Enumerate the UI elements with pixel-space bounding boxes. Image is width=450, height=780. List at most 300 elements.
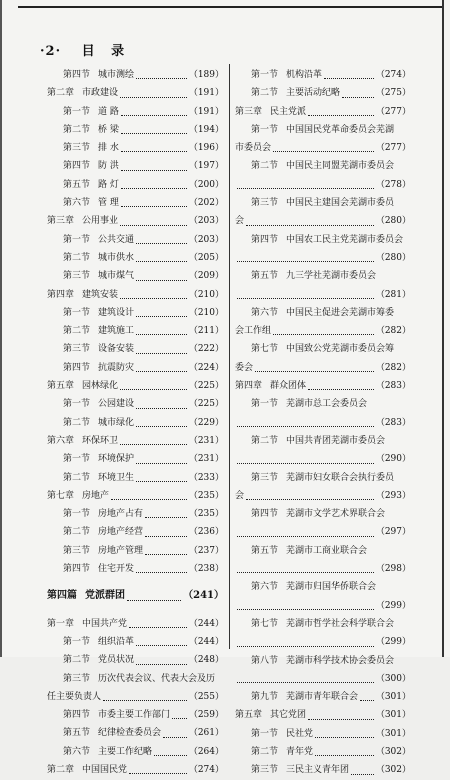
toc-page-number: （200） (188, 179, 224, 190)
toc-page-number: （283） (375, 417, 411, 428)
toc-entry-text (47, 194, 119, 212)
toc-entry-text (47, 322, 134, 340)
toc-entry[interactable] (235, 66, 411, 84)
toc-entry[interactable] (235, 542, 411, 560)
toc-entry-title: 住宅开发 (98, 564, 135, 575)
toc-entry-label: 第六节 (251, 582, 279, 593)
toc-leader-dots (237, 670, 374, 683)
toc-entry-continuation[interactable] (235, 450, 411, 468)
toc-entry-continuation[interactable] (235, 487, 411, 505)
toc-leader-dots (136, 304, 187, 317)
toc-entry-title: 其它党团 (270, 710, 307, 721)
toc-entry[interactable] (47, 523, 224, 541)
toc-entry[interactable] (47, 322, 224, 340)
toc-page-number: （233） (188, 472, 224, 483)
page-right-edge (442, 0, 444, 657)
toc-entry-label: 第二章 (47, 764, 75, 775)
toc-leader-dots (121, 121, 187, 134)
toc-entry-text (235, 84, 340, 102)
page-number: ·2· (40, 44, 62, 59)
toc-entry-label: 第一节 (63, 454, 91, 465)
toc-entry-title: 建筑设计 (98, 307, 135, 318)
toc-page-number: （244） (188, 618, 224, 629)
toc-entry[interactable] (235, 267, 411, 285)
toc-entry-label: 第一节 (63, 307, 91, 318)
toc-entry-label: 第七章 (47, 490, 75, 501)
toc-entry-continuation[interactable] (235, 597, 411, 615)
toc-entry[interactable] (47, 542, 224, 560)
toc-entry-title: 环境卫生 (98, 472, 135, 483)
toc-entry-label: 第二节 (251, 435, 279, 446)
toc-page-number: （229） (188, 417, 224, 428)
toc-entry[interactable] (235, 194, 411, 212)
toc-leader-dots (237, 414, 374, 427)
toc-entry[interactable] (47, 212, 224, 230)
toc-entry-label: 第五章 (235, 710, 263, 721)
toc-entry[interactable] (47, 450, 224, 468)
toc-entry-title: 城市绿化 (98, 417, 135, 428)
toc-page-number: （241） (183, 590, 224, 602)
toc-entry[interactable] (235, 725, 411, 743)
toc-entry[interactable] (47, 560, 224, 578)
toc-entry-text (235, 231, 403, 249)
toc-entry-title: 公园建设 (98, 399, 135, 410)
toc-entry-label: 第二节 (63, 252, 91, 263)
toc-entry[interactable] (235, 103, 411, 121)
toc-leader-dots (136, 340, 187, 353)
toc-entry-text (47, 121, 119, 139)
toc-entry-text (235, 578, 376, 596)
toc-entry-text (235, 267, 376, 285)
toc-entry[interactable] (47, 267, 224, 285)
toc-entry-title: 市委员会 (235, 143, 272, 154)
toc-leader-dots (129, 615, 187, 628)
toc-page-number: （231） (188, 435, 224, 446)
toc-entry-title: 党员状况 (98, 655, 135, 666)
toc-leader-dots (136, 651, 187, 664)
toc-page-number: （300） (375, 673, 411, 684)
toc-entry-label: 第二节 (63, 326, 91, 337)
toc-page-number: （301） (375, 692, 411, 703)
toc-page-number: （298） (375, 564, 411, 575)
toc-entry-label: 第二节 (63, 655, 91, 666)
toc-entry-text (47, 157, 119, 175)
toc-entry-title: 抗震防灾 (98, 362, 135, 373)
toc-entry[interactable] (47, 615, 224, 633)
toc-entry-text (235, 652, 394, 670)
toc-entry-label: 第三节 (63, 271, 91, 282)
toc-entry-label: 第三节 (63, 143, 91, 154)
toc-leader-dots (120, 84, 187, 97)
toc-entry-label: 第一章 (47, 618, 75, 629)
toc-entry-title: 中国民主建国会芜湖市委员 (286, 198, 395, 209)
toc-entry-text (47, 505, 143, 523)
toc-page-number: （283） (375, 381, 411, 392)
toc-entry[interactable] (47, 176, 224, 194)
toc-entry-text (47, 450, 134, 468)
toc-entry[interactable] (47, 304, 224, 322)
toc-entry-text (47, 542, 143, 560)
toc-entry-title: 房地产 (82, 490, 110, 501)
toc-entry-text (47, 414, 134, 432)
toc-entry-title: 历次代表会议、代表大会及历 (98, 673, 216, 684)
toc-entry-text (235, 103, 306, 121)
toc-entry-text (235, 688, 358, 706)
toc-entry-title: 房地产占有 (98, 509, 144, 520)
toc-entry-title: 九三学社芜湖市委员会 (286, 271, 377, 282)
toc-entry-label: 第四节 (251, 509, 279, 520)
toc-entry-text (235, 212, 244, 230)
toc-entry-title: 三民主义青年团 (286, 765, 350, 776)
toc-leader-dots (342, 84, 374, 97)
toc-entry-continuation[interactable] (235, 322, 411, 340)
toc-page-number: （191） (188, 88, 224, 99)
toc-entry-text (47, 523, 143, 541)
toc-entry-label: 第六章 (47, 435, 75, 446)
toc-entry[interactable] (47, 670, 224, 688)
toc-leader-dots (246, 487, 374, 500)
toc-right-column (235, 66, 411, 780)
toc-entry-text (47, 377, 118, 395)
toc-entry-label: 第四节 (251, 234, 279, 245)
page-top-edge (18, 6, 442, 8)
toc-entry-label: 第四节 (63, 362, 91, 373)
toc-page-number: （197） (188, 161, 224, 172)
toc-entry-label: 第二节 (63, 417, 91, 428)
toc-leader-dots (237, 523, 374, 536)
toc-page-number: （290） (375, 454, 411, 465)
toc-entry-label: 第五节 (63, 179, 91, 190)
toc-leader-dots (136, 414, 187, 427)
toc-entry-label: 第九节 (251, 692, 279, 703)
toc-entry[interactable] (47, 487, 224, 505)
toc-entry-continuation[interactable] (47, 688, 224, 706)
toc-page-number: （203） (188, 216, 224, 227)
toc-leader-dots (163, 724, 187, 737)
toc-entry-label: 第六节 (63, 198, 91, 209)
toc-entry-text (47, 615, 127, 633)
toc-entry-text (47, 359, 134, 377)
toc-entry-title: 防 洪 (98, 161, 119, 172)
toc-entry-title: 委会 (235, 362, 254, 373)
toc-entry[interactable] (47, 231, 224, 249)
toc-entry[interactable] (47, 633, 224, 651)
toc-page-number: （293） (375, 490, 411, 501)
toc-leader-dots (255, 359, 374, 372)
toc-entry-text (235, 304, 394, 322)
toc-page-number: （299） (375, 600, 411, 611)
toc-entry-title: 管 理 (98, 198, 119, 209)
toc-entry-label: 第六节 (251, 307, 279, 318)
toc-entry-label: 第一节 (63, 106, 91, 117)
toc-entry[interactable] (47, 505, 224, 523)
toc-entry[interactable] (235, 84, 411, 102)
toc-entry-label: 第七节 (251, 344, 279, 355)
toc-entry-label: 第八节 (251, 655, 279, 666)
toc-leader-dots (315, 743, 374, 756)
toc-entry-label: 第三章 (47, 216, 75, 227)
toc-entry-continuation[interactable] (235, 212, 411, 230)
toc-entry-text (235, 505, 385, 523)
toc-entry-title: 桥 梁 (98, 124, 119, 135)
toc-entry[interactable] (47, 761, 224, 779)
toc-entry[interactable] (47, 432, 224, 450)
toc-entry-label: 第四章 (47, 289, 75, 300)
toc-spacer (47, 606, 224, 615)
toc-entry-label: 第三章 (235, 106, 263, 117)
toc-page-number: （255） (188, 691, 224, 702)
toc-entry[interactable] (47, 340, 224, 358)
toc-page-number: （278） (375, 179, 411, 190)
toc-entry-text (235, 469, 394, 487)
toc-entry-text (47, 706, 170, 724)
toc-entry-text (235, 743, 313, 761)
toc-entry[interactable] (47, 651, 224, 669)
toc-entry[interactable] (235, 121, 411, 139)
toc-entry-continuation[interactable] (235, 249, 411, 267)
toc-entry-title: 建筑安装 (82, 289, 119, 300)
toc-entry-continuation[interactable] (235, 359, 411, 377)
toc-entry-title: 主要工作纪略 (98, 746, 153, 757)
toc-leader-dots (360, 688, 374, 701)
toc-entry-title: 纪律检查委员会 (98, 728, 162, 739)
toc-entry-label: 第六节 (63, 746, 91, 757)
toc-leader-dots (136, 469, 187, 482)
toc-entry-title: 中国民主促进会芜湖市筹委 (286, 307, 395, 318)
toc-entry-text (47, 286, 118, 304)
toc-entry-label: 第二章 (47, 88, 75, 99)
toc-entry[interactable] (47, 469, 224, 487)
toc-left-column (47, 66, 224, 779)
toc-entry[interactable] (47, 743, 224, 761)
toc-entry-text (47, 469, 134, 487)
toc-entry-text (47, 587, 125, 605)
toc-entry-continuation[interactable] (235, 560, 411, 578)
toc-leader-dots (136, 249, 187, 262)
toc-entry[interactable] (47, 249, 224, 267)
toc-entry-label: 第二节 (63, 472, 91, 483)
toc-entry-title: 芜湖市哲学社会科学联合会 (286, 618, 395, 629)
toc-page-number: （274） (375, 70, 411, 80)
toc-entry-title: 芜湖市妇女联合会执行委员 (286, 472, 395, 483)
toc-entry-text (47, 487, 109, 505)
toc-entry-label: 第四篇 (47, 590, 77, 602)
toc-entry-label: 第四章 (235, 381, 263, 392)
toc-entry-text (47, 304, 134, 322)
toc-entry-text (235, 761, 349, 779)
toc-entry[interactable] (47, 395, 224, 413)
toc-entry[interactable] (235, 615, 411, 633)
toc-entry-continuation[interactable] (235, 176, 411, 194)
toc-entry-title: 芜湖市科学技术协会委员会 (286, 655, 395, 666)
toc-entry[interactable] (235, 469, 411, 487)
toc-entry[interactable] (47, 121, 224, 139)
toc-leader-dots (237, 560, 374, 573)
toc-page-number: （302） (375, 746, 411, 757)
toc-leader-dots (237, 633, 374, 646)
toc-entry-title: 中国农工民主党芜湖市委员会 (286, 234, 404, 245)
toc-entry[interactable] (47, 66, 224, 84)
toc-entry-text (235, 487, 244, 505)
toc-entry-text (235, 194, 394, 212)
toc-entry-title: 任主要负责人 (47, 691, 102, 702)
toc-entry-label: 第七节 (251, 618, 279, 629)
toc-entry-label: 第五节 (63, 728, 91, 739)
page-title: 目 录 (81, 44, 131, 59)
toc-entry[interactable] (235, 688, 411, 706)
toc-page-number: （264） (188, 746, 224, 757)
toc-entry-text (47, 761, 127, 779)
toc-page-number: （235） (188, 509, 224, 520)
toc-page-number: （280） (375, 252, 411, 263)
toc-entry-title: 中国国民党革命委员会芜湖 (286, 124, 395, 135)
toc-entry-text (47, 212, 118, 230)
toc-leader-dots (136, 231, 187, 244)
toc-leader-dots (136, 322, 187, 335)
toc-entry[interactable] (235, 505, 411, 523)
toc-entry-text (47, 560, 134, 578)
toc-page-number: （196） (188, 143, 224, 154)
toc-entry[interactable] (235, 304, 411, 322)
toc-entry[interactable] (235, 231, 411, 249)
toc-page-number: （222） (188, 344, 224, 355)
toc-entry-label: 第三节 (251, 198, 279, 209)
toc-entry-title: 主要活动纪略 (286, 88, 341, 99)
toc-entry-continuation[interactable] (235, 633, 411, 651)
toc-page-number: （238） (188, 564, 224, 575)
toc-entry-title: 设备安装 (98, 344, 135, 355)
toc-page-number: （274） (188, 764, 224, 775)
toc-entry-continuation[interactable] (235, 286, 411, 304)
toc-entry-title: 房地产管理 (98, 545, 144, 556)
toc-page-number: （231） (188, 454, 224, 465)
toc-leader-dots (237, 286, 374, 299)
toc-entry[interactable] (235, 377, 411, 395)
toc-leader-dots (121, 157, 187, 170)
toc-entry-text (47, 231, 134, 249)
toc-page-number: （244） (188, 636, 224, 647)
toc-page-number: （282） (375, 326, 411, 337)
toc-leader-dots (154, 743, 187, 756)
toc-page-number: （282） (375, 362, 411, 373)
toc-entry-text (235, 340, 394, 358)
toc-leader-dots (136, 66, 187, 79)
toc-entry[interactable] (47, 84, 224, 102)
toc-entry[interactable] (47, 724, 224, 742)
toc-entry[interactable] (47, 157, 224, 175)
toc-entry[interactable] (47, 706, 224, 724)
toc-page-number: （277） (375, 143, 411, 154)
toc-entry-continuation[interactable] (235, 139, 411, 157)
toc-entry[interactable] (235, 706, 411, 724)
toc-entry-text (235, 157, 394, 175)
toc-entry[interactable] (47, 139, 224, 157)
toc-entry-text (235, 706, 306, 724)
toc-entry-continuation[interactable] (235, 670, 411, 688)
toc-entry-title: 会 (235, 490, 245, 501)
toc-entry-title: 芜湖市工商业联合会 (286, 545, 368, 556)
toc-spacer (47, 578, 224, 587)
toc-entry[interactable] (235, 578, 411, 596)
toc-entry-title: 青年党 (286, 746, 314, 757)
toc-page-number: （209） (188, 271, 224, 282)
toc-page-number: （237） (188, 545, 224, 556)
toc-entry-title: 道 路 (98, 106, 119, 117)
toc-entry[interactable] (235, 761, 411, 779)
toc-entry-text (235, 542, 367, 560)
toc-page-number: （210） (188, 289, 224, 300)
toc-entry-text (235, 139, 271, 157)
toc-entry[interactable] (235, 432, 411, 450)
toc-entry-title: 城市供水 (98, 252, 135, 263)
toc-leader-dots (121, 103, 187, 116)
toc-entry-title: 城市煤气 (98, 271, 135, 282)
toc-leader-dots (246, 212, 374, 225)
toc-entry[interactable] (235, 743, 411, 761)
toc-part-entry[interactable] (47, 587, 224, 605)
toc-entry[interactable] (235, 652, 411, 670)
toc-entry-continuation[interactable] (235, 414, 411, 432)
toc-leader-dots (127, 587, 181, 600)
toc-entry[interactable] (47, 377, 224, 395)
toc-entry[interactable] (47, 359, 224, 377)
toc-entry[interactable] (235, 395, 411, 413)
toc-leader-dots (120, 377, 187, 390)
toc-page-number: （277） (375, 106, 411, 117)
toc-entry-label: 第一节 (251, 399, 279, 410)
toc-entry[interactable] (47, 286, 224, 304)
toc-page-number: （236） (188, 527, 224, 538)
toc-entry-title: 中国共产党 (82, 618, 128, 629)
toc-entry-text (235, 615, 394, 633)
toc-entry-text (235, 725, 313, 743)
toc-page-number: （202） (188, 198, 224, 209)
toc-leader-dots (273, 322, 374, 335)
toc-page-number: （225） (188, 399, 224, 410)
toc-page-number: （205） (188, 252, 224, 263)
toc-leader-dots (121, 139, 187, 152)
toc-entry-text (47, 633, 134, 651)
toc-leader-dots (136, 395, 187, 408)
toc-entry-label: 第一节 (63, 636, 91, 647)
toc-leader-dots (120, 212, 187, 225)
toc-entry-text (47, 139, 119, 157)
toc-entry[interactable] (47, 194, 224, 212)
toc-entry-text (47, 432, 118, 450)
toc-leader-dots (120, 432, 187, 445)
toc-entry[interactable] (235, 340, 411, 358)
toc-entry-label: 第三节 (63, 545, 91, 556)
toc-entry-title: 市委主要工作部门 (98, 710, 171, 721)
toc-entry-label: 第二节 (251, 88, 279, 99)
toc-entry-text (47, 724, 161, 742)
toc-leader-dots (237, 176, 374, 189)
toc-entry-text (47, 651, 134, 669)
toc-entry-label: 第四节 (63, 161, 91, 172)
toc-entry[interactable] (235, 157, 411, 175)
toc-entry-continuation[interactable] (235, 523, 411, 541)
toc-entry-text (47, 340, 134, 358)
toc-leader-dots (136, 359, 187, 372)
page-header (40, 40, 130, 59)
toc-entry[interactable] (47, 414, 224, 432)
toc-leader-dots (136, 450, 187, 463)
toc-entry-title: 芜湖市归国华侨联合会 (286, 582, 377, 593)
toc-page-number: （297） (375, 527, 411, 538)
toc-entry[interactable] (47, 103, 224, 121)
toc-entry-title: 会工作组 (235, 326, 272, 337)
toc-entry-label: 第一节 (251, 728, 279, 739)
